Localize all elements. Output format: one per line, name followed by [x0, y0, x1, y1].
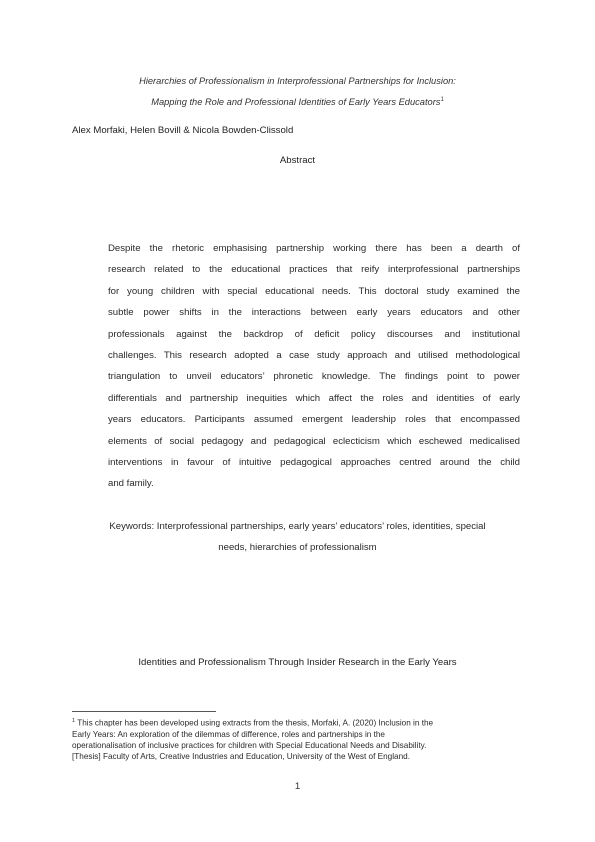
section-heading: Identities and Professionalism Through Insider Research in the Early Years	[138, 657, 457, 668]
abstract-line: and family.	[108, 478, 154, 490]
footnote-line-3: operationalisation of inclusive practices for children with Special Educational Needs and Disability.	[72, 741, 427, 751]
title-footnote-marker[interactable]: 1	[440, 97, 444, 103]
title-text-2: Mapping the Role and Professional Identities of Early Years Educators	[151, 97, 441, 108]
abstract-line: for young children with special educational needs. This doctoral study examined the	[108, 285, 520, 297]
abstract-body	[108, 238, 520, 495]
title-line-2	[0, 97, 595, 107]
abstract-line: professionals against the backdrop of deficit policy discourses and institutional	[108, 328, 520, 340]
keywords-line-2: needs, hierarchies of professionalism	[218, 542, 377, 554]
footnote	[72, 716, 523, 763]
keywords-line-1: Keywords: Interprofessional partnerships, early years’ educators’ roles, identities, special	[109, 521, 486, 532]
abstract-line: interventions in favour of intuitive pedagogical approaches centred around the child	[108, 457, 520, 469]
abstract-line: research related to the educational practices that reify interprofessional partnerships	[108, 264, 520, 276]
abstract-heading: Abstract	[279, 155, 316, 166]
footnote-divider	[72, 711, 216, 712]
keywords-block	[72, 516, 523, 559]
title-line-1	[0, 76, 595, 86]
footnote-text-1: This chapter has been developed using extracts from the thesis, Morfaki, A. (2020) Inclusion in the	[75, 718, 434, 728]
abstract-line: years educators. Participants assumed emergent leadership roles that encompassed	[108, 414, 520, 426]
abstract-line: Despite the rhetoric emphasising partnership working there has been a dearth of	[108, 243, 520, 254]
abstract-line: challenges. This research adopted a case study approach and utilised methodological	[108, 350, 520, 362]
footnote-line-2: Early Years: An exploration of the dilemmas of difference, roles and partnerships in the	[72, 729, 385, 739]
page-number: 1	[294, 781, 301, 792]
abstract-line: elements of social pedagogy and pedagogical eclecticism which eschewed medicalised	[108, 435, 520, 447]
title-text-1: Hierarchies of Professionalism in Interprofessional Partnerships for Inclusion:	[139, 76, 456, 86]
abstract-line: triangulation to unveil educators’ phronetic knowledge. The findings point to power	[108, 371, 520, 383]
abstract-line: differentials and partnership inequities which affect the roles and identities of early	[108, 392, 520, 404]
footnote-line-1	[72, 716, 523, 729]
author-list: Alex Morfaki, Helen Bovill & Nicola Bowden-Clissold	[72, 125, 294, 136]
footnote-line-4: [Thesis] Faculty of Arts, Creative Industries and Education, University of the West of England.	[72, 752, 410, 762]
abstract-line: subtle power shifts in the interactions between early years educators and other	[108, 307, 520, 319]
footnote-marker: 1	[72, 718, 76, 724]
